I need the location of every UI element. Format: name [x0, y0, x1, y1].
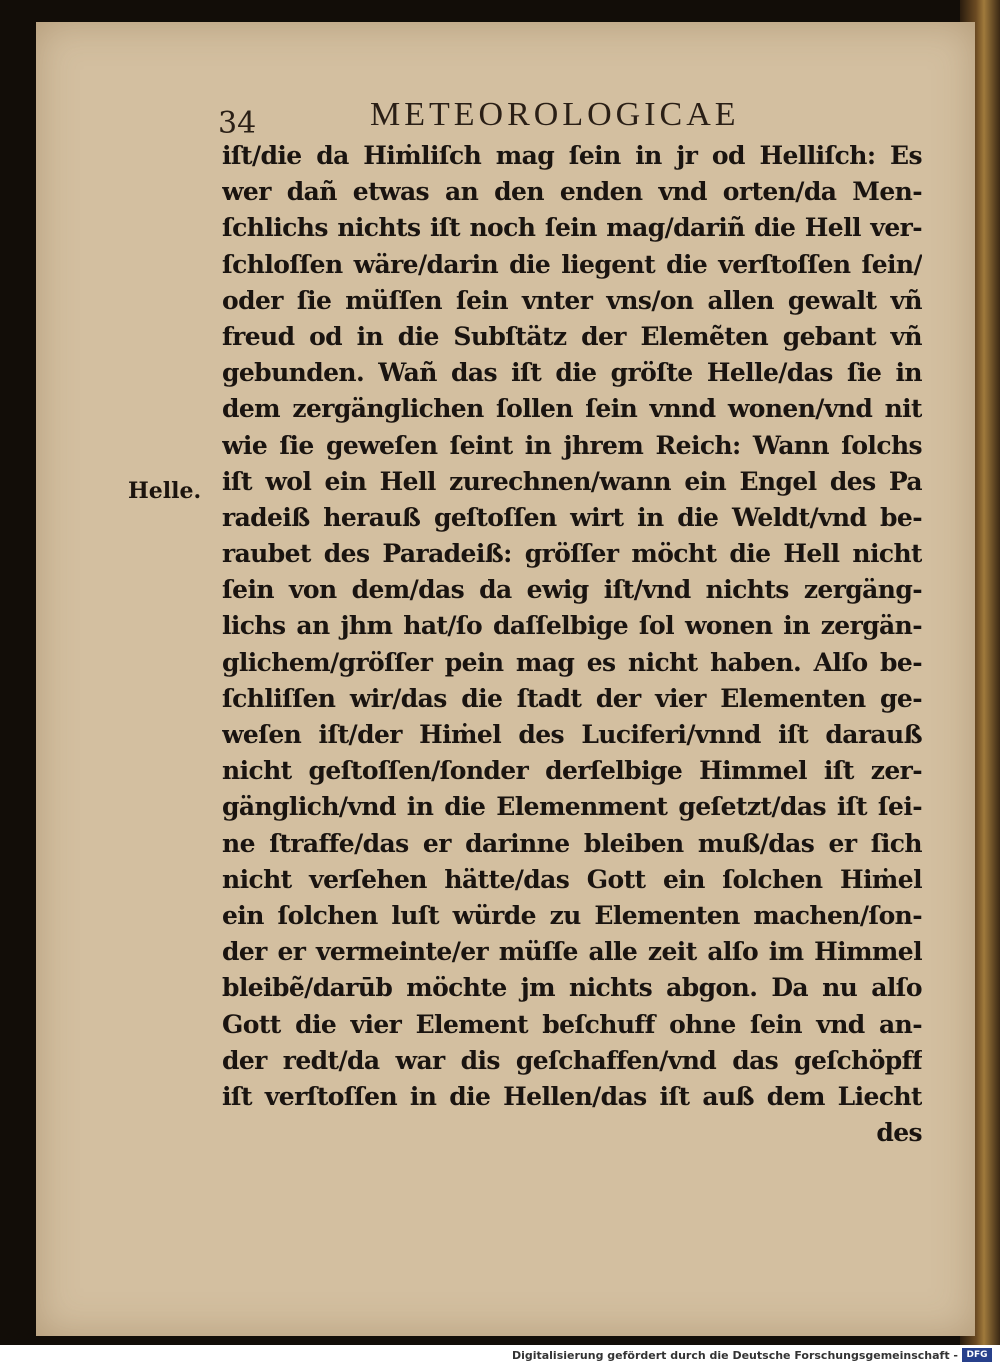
text-line: ne ſtraffe/das er darinne bleiben muß/das er ſich [222, 828, 922, 858]
text-line: der er vermeinte/er müſſe alle zeit alſo im Himmel [222, 937, 922, 967]
text-line: raubet des Paradeiß: gröſſer möcht die Hell nicht [222, 539, 922, 569]
text-line: radeiß herauß geſtoſſen wirt in die Weldt/vnd be- [222, 502, 922, 532]
digitization-credit: Digitalisierung gefördert durch die Deutsche Forschungsgemeinschaft - [511, 1349, 958, 1362]
body-text [222, 138, 922, 1151]
text-line: ſchloſſen wäre/darin die liegent die verſtoſſen ſein/ [222, 249, 922, 279]
text-line: wer dañ etwas an den enden vnd orten/da Men- [222, 177, 922, 207]
running-head: METEOROLOGICAE [370, 96, 740, 133]
text-line: iſt/die da Hiṁliſch mag ſein in jr od Helliſch: Es [222, 141, 922, 170]
text-line: glichem/gröſſer pein mag es nicht haben. Alſo be- [222, 647, 922, 677]
text-line: nicht verſehen hätte/das Gott ein ſolchen Hiṁel [222, 864, 922, 894]
text-line: ſchlichs nichts iſt noch ſein mag/dariñ die Hell ver- [222, 213, 922, 243]
text-line: iſt wol ein Hell zurechnen/wann ein Engel des Pa [222, 466, 922, 496]
text-line: oder ſie müſſen ſein vnter vns/on allen gewalt vñ [222, 285, 922, 315]
text-line: Gott die vier Element beſchuff ohne ſein vnd an- [222, 1009, 922, 1039]
text-line: der redt/da war dis geſchaffen/vnd das geſchöpff [222, 1045, 922, 1075]
text-line: ein ſolchen luſt würde zu Elementen machen/ſon- [222, 900, 922, 930]
catchword: des [876, 1118, 922, 1148]
dfg-logo: DFG [962, 1348, 992, 1362]
text-line: gänglich/vnd in die Elemenment geſetzt/das iſt ſei- [222, 792, 922, 822]
text-line: ſchliſſen wir/das die ſtadt der vier Elementen ge- [222, 683, 922, 713]
text-line: iſt verſtoſſen in die Hellen/das iſt auß dem Liecht [222, 1081, 922, 1111]
text-line: gebunden. Wañ das iſt die gröſte Helle/das ſie in [222, 358, 922, 388]
text-line: weſen iſt/der Hiṁel des Luciferi/vnnd iſt darauß [222, 720, 922, 749]
text-line: ſein von dem/das da ewig iſt/vnd nichts zergäng- [222, 575, 922, 605]
text-line: wie ſie geweſen ſeint in jhrem Reich: Wann ſolchs [222, 430, 922, 460]
text-line: dem zergänglichen ſollen ſein vnnd wonen/vnd nit [222, 394, 922, 424]
page-number: 34 [218, 106, 257, 141]
text-line: freud od in die Subſtätz der Elemẽten gebant vñ [222, 321, 922, 351]
text-line: lichs an jhm hat/ſo daſſelbige ſol wonen in zergän- [222, 611, 922, 641]
text-line: nicht geſtoſſen/ſonder derſelbige Himmel iſt zer- [222, 756, 922, 786]
margin-note: Helle. [128, 478, 202, 504]
text-line: bleibẽ/darūb möchte jm nichts abgon. Da nu alſo [222, 973, 922, 1003]
